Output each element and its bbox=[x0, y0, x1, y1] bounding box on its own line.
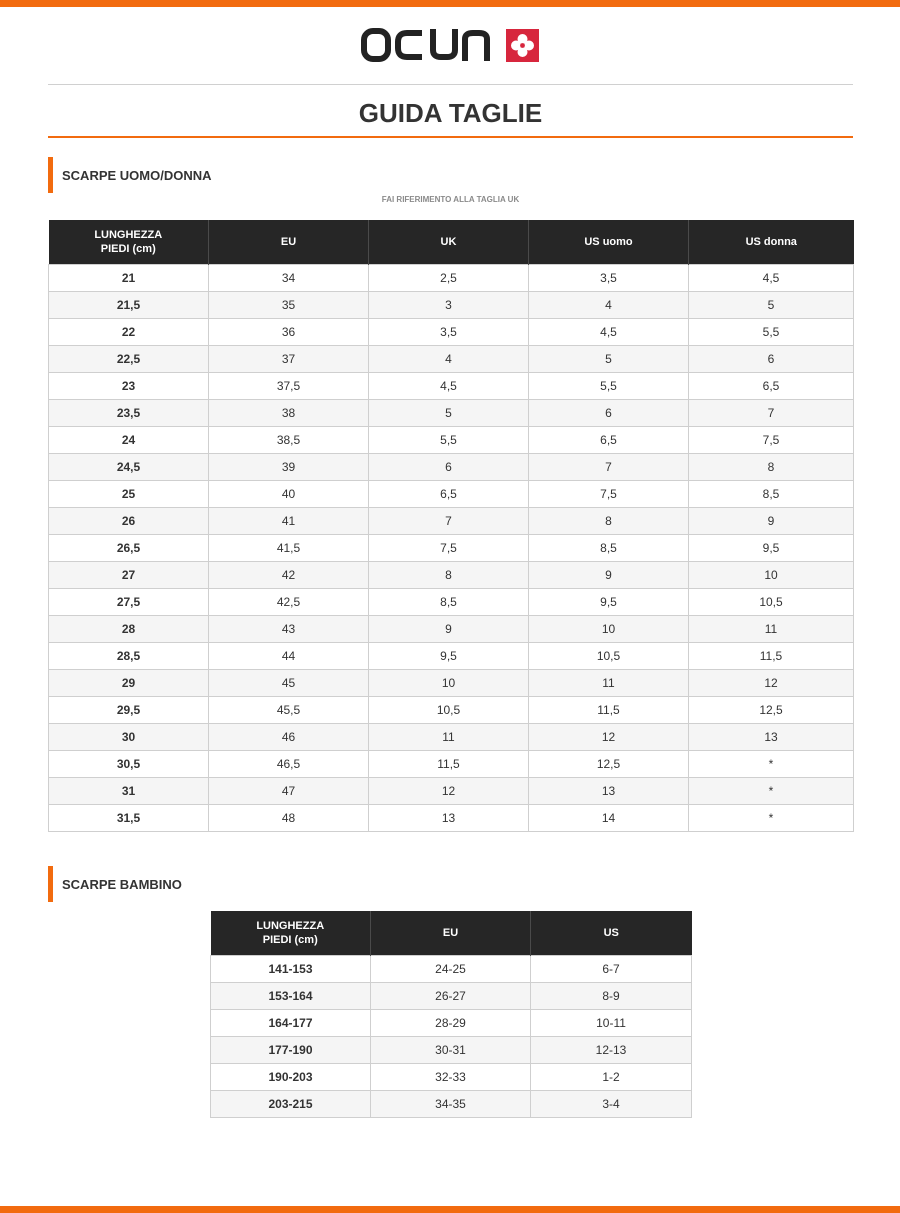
size-cell: 47 bbox=[209, 777, 369, 804]
size-cell: 8,5 bbox=[369, 588, 529, 615]
foot-length-cell: 27,5 bbox=[49, 588, 209, 615]
size-cell: 36 bbox=[209, 318, 369, 345]
size-cell: 8 bbox=[529, 507, 689, 534]
foot-length-cell: 25 bbox=[49, 480, 209, 507]
size-cell: 12 bbox=[529, 723, 689, 750]
table-row bbox=[211, 955, 692, 982]
size-cell: 46,5 bbox=[209, 750, 369, 777]
bottom-accent-bar bbox=[0, 1206, 900, 1213]
table-row bbox=[211, 1036, 692, 1063]
size-cell: 6 bbox=[529, 399, 689, 426]
size-cell: 10,5 bbox=[689, 588, 854, 615]
table-row bbox=[49, 723, 854, 750]
section-title: SCARPE BAMBINO bbox=[62, 876, 182, 892]
size-cell: 10 bbox=[529, 615, 689, 642]
size-cell: 12,5 bbox=[689, 696, 854, 723]
section-accent-bar bbox=[48, 866, 53, 902]
page-title: GUIDA TAGLIE bbox=[358, 98, 543, 128]
foot-length-cell: 24,5 bbox=[49, 453, 209, 480]
size-cell: 10 bbox=[689, 561, 854, 588]
kids-size-table bbox=[210, 911, 692, 1118]
size-cell: 42,5 bbox=[209, 588, 369, 615]
foot-length-cell: 28 bbox=[49, 615, 209, 642]
table-row bbox=[211, 1063, 692, 1090]
size-cell: 5 bbox=[529, 345, 689, 372]
size-cell: 37 bbox=[209, 345, 369, 372]
size-cell: 10,5 bbox=[529, 642, 689, 669]
table-row bbox=[49, 561, 854, 588]
size-cell: 44 bbox=[209, 642, 369, 669]
section-kids-heading bbox=[48, 866, 182, 902]
size-cell: 48 bbox=[209, 804, 369, 831]
size-cell: 5 bbox=[369, 399, 529, 426]
foot-length-cell: 30 bbox=[49, 723, 209, 750]
foot-length-cell: 31,5 bbox=[49, 804, 209, 831]
size-cell: 5,5 bbox=[689, 318, 854, 345]
table-row bbox=[49, 804, 854, 831]
foot-length-cell: 21,5 bbox=[49, 291, 209, 318]
size-cell: 38 bbox=[209, 399, 369, 426]
size-cell: 4,5 bbox=[369, 372, 529, 399]
foot-length-cell: 29 bbox=[49, 669, 209, 696]
size-cell: 7,5 bbox=[369, 534, 529, 561]
section-title: SCARPE UOMO/DONNA bbox=[62, 167, 212, 183]
foot-length-cell: 27 bbox=[49, 561, 209, 588]
size-cell: * bbox=[689, 777, 854, 804]
size-cell: 45,5 bbox=[209, 696, 369, 723]
foot-length-cell: 31 bbox=[49, 777, 209, 804]
size-cell: 6 bbox=[369, 453, 529, 480]
size-cell: 10-11 bbox=[531, 1009, 692, 1036]
size-cell: 34-35 bbox=[371, 1090, 531, 1117]
foot-length-cell: 23 bbox=[49, 372, 209, 399]
size-cell: 11 bbox=[689, 615, 854, 642]
size-cell: 41 bbox=[209, 507, 369, 534]
size-cell: 7 bbox=[529, 453, 689, 480]
table-row bbox=[49, 480, 854, 507]
size-cell: 42 bbox=[209, 561, 369, 588]
table-header-row bbox=[211, 911, 692, 955]
clover-icon bbox=[506, 29, 539, 62]
size-cell: 11,5 bbox=[529, 696, 689, 723]
column-header: LUNGHEZZA PIEDI (cm) bbox=[211, 911, 371, 955]
column-header: US uomo bbox=[529, 220, 689, 264]
foot-length-cell: 26,5 bbox=[49, 534, 209, 561]
size-cell: 5,5 bbox=[529, 372, 689, 399]
header-divider bbox=[48, 84, 853, 85]
foot-length-cell: 21 bbox=[49, 264, 209, 291]
size-cell: 9,5 bbox=[529, 588, 689, 615]
table-row bbox=[49, 453, 854, 480]
size-cell: 9 bbox=[529, 561, 689, 588]
size-cell: 7,5 bbox=[529, 480, 689, 507]
size-cell: 34 bbox=[209, 264, 369, 291]
size-cell: 3-4 bbox=[531, 1090, 692, 1117]
size-cell: 3,5 bbox=[369, 318, 529, 345]
ocun-wordmark bbox=[358, 26, 492, 64]
table-row bbox=[211, 1009, 692, 1036]
size-cell: 13 bbox=[529, 777, 689, 804]
section-accent-bar bbox=[48, 157, 53, 193]
size-cell: 6,5 bbox=[689, 372, 854, 399]
title-underline bbox=[48, 136, 853, 138]
size-cell: 30-31 bbox=[371, 1036, 531, 1063]
foot-length-cell: 141-153 bbox=[211, 955, 371, 982]
size-cell: 12 bbox=[689, 669, 854, 696]
size-cell: 4 bbox=[369, 345, 529, 372]
size-cell: 45 bbox=[209, 669, 369, 696]
size-cell: 41,5 bbox=[209, 534, 369, 561]
top-accent-bar bbox=[0, 0, 900, 7]
column-header: UK bbox=[369, 220, 529, 264]
size-cell: 35 bbox=[209, 291, 369, 318]
foot-length-cell: 30,5 bbox=[49, 750, 209, 777]
table-row bbox=[49, 696, 854, 723]
size-cell: 4,5 bbox=[529, 318, 689, 345]
foot-length-cell: 190-203 bbox=[211, 1063, 371, 1090]
foot-length-cell: 203-215 bbox=[211, 1090, 371, 1117]
adult-size-table bbox=[48, 220, 854, 832]
size-cell: 39 bbox=[209, 453, 369, 480]
size-cell: 11,5 bbox=[369, 750, 529, 777]
size-cell: 6,5 bbox=[529, 426, 689, 453]
table-row bbox=[49, 291, 854, 318]
foot-length-cell: 153-164 bbox=[211, 982, 371, 1009]
size-cell: 1-2 bbox=[531, 1063, 692, 1090]
size-cell: * bbox=[689, 804, 854, 831]
table-row bbox=[49, 399, 854, 426]
foot-length-cell: 29,5 bbox=[49, 696, 209, 723]
table-row bbox=[211, 982, 692, 1009]
column-header: LUNGHEZZA PIEDI (cm) bbox=[49, 220, 209, 264]
size-cell: 28-29 bbox=[371, 1009, 531, 1036]
size-cell: 4 bbox=[529, 291, 689, 318]
size-cell: 11,5 bbox=[689, 642, 854, 669]
table-row bbox=[49, 507, 854, 534]
size-cell: 9,5 bbox=[369, 642, 529, 669]
size-cell: 9,5 bbox=[689, 534, 854, 561]
table-row bbox=[49, 372, 854, 399]
table-row bbox=[49, 534, 854, 561]
size-cell: 24-25 bbox=[371, 955, 531, 982]
size-cell: 12 bbox=[369, 777, 529, 804]
section-adult-heading bbox=[48, 157, 212, 193]
table-row bbox=[211, 1090, 692, 1117]
table-row bbox=[49, 669, 854, 696]
foot-length-cell: 26 bbox=[49, 507, 209, 534]
size-cell: 43 bbox=[209, 615, 369, 642]
size-cell: 37,5 bbox=[209, 372, 369, 399]
table-row bbox=[49, 642, 854, 669]
foot-length-cell: 22,5 bbox=[49, 345, 209, 372]
size-cell: 3 bbox=[369, 291, 529, 318]
table-row bbox=[49, 318, 854, 345]
size-cell: 11 bbox=[369, 723, 529, 750]
size-cell: 7,5 bbox=[689, 426, 854, 453]
size-cell: 8 bbox=[369, 561, 529, 588]
uk-size-note: FAI RIFERIMENTO ALLA TAGLIA UK bbox=[381, 195, 520, 204]
size-cell: 46 bbox=[209, 723, 369, 750]
ocun-logo bbox=[358, 26, 544, 64]
size-cell: 10 bbox=[369, 669, 529, 696]
size-cell: 12-13 bbox=[531, 1036, 692, 1063]
table-row bbox=[49, 345, 854, 372]
column-header: EU bbox=[371, 911, 531, 955]
foot-length-cell: 28,5 bbox=[49, 642, 209, 669]
size-cell: 8,5 bbox=[689, 480, 854, 507]
table-row bbox=[49, 615, 854, 642]
size-cell: 2,5 bbox=[369, 264, 529, 291]
size-cell: 9 bbox=[689, 507, 854, 534]
size-cell: 13 bbox=[369, 804, 529, 831]
size-cell: 3,5 bbox=[529, 264, 689, 291]
table-row bbox=[49, 588, 854, 615]
foot-length-cell: 177-190 bbox=[211, 1036, 371, 1063]
size-cell: 4,5 bbox=[689, 264, 854, 291]
table-row bbox=[49, 426, 854, 453]
size-cell: 13 bbox=[689, 723, 854, 750]
table-body bbox=[49, 264, 854, 831]
size-cell: 7 bbox=[689, 399, 854, 426]
foot-length-cell: 23,5 bbox=[49, 399, 209, 426]
foot-length-cell: 24 bbox=[49, 426, 209, 453]
column-header: EU bbox=[209, 220, 369, 264]
table-row bbox=[49, 264, 854, 291]
size-cell: 38,5 bbox=[209, 426, 369, 453]
size-cell: * bbox=[689, 750, 854, 777]
size-cell: 8 bbox=[689, 453, 854, 480]
size-cell: 32-33 bbox=[371, 1063, 531, 1090]
size-cell: 6-7 bbox=[531, 955, 692, 982]
foot-length-cell: 164-177 bbox=[211, 1009, 371, 1036]
size-cell: 7 bbox=[369, 507, 529, 534]
table-row bbox=[49, 777, 854, 804]
size-cell: 14 bbox=[529, 804, 689, 831]
size-cell: 5 bbox=[689, 291, 854, 318]
size-cell: 8-9 bbox=[531, 982, 692, 1009]
size-cell: 5,5 bbox=[369, 426, 529, 453]
size-cell: 6 bbox=[689, 345, 854, 372]
size-cell: 40 bbox=[209, 480, 369, 507]
table-row bbox=[49, 750, 854, 777]
size-cell: 8,5 bbox=[529, 534, 689, 561]
size-cell: 10,5 bbox=[369, 696, 529, 723]
size-cell: 11 bbox=[529, 669, 689, 696]
table-header-row bbox=[49, 220, 854, 264]
size-cell: 6,5 bbox=[369, 480, 529, 507]
size-cell: 12,5 bbox=[529, 750, 689, 777]
size-cell: 9 bbox=[369, 615, 529, 642]
size-cell: 26-27 bbox=[371, 982, 531, 1009]
table-body bbox=[211, 955, 692, 1117]
column-header: US donna bbox=[689, 220, 854, 264]
column-header: US bbox=[531, 911, 692, 955]
foot-length-cell: 22 bbox=[49, 318, 209, 345]
